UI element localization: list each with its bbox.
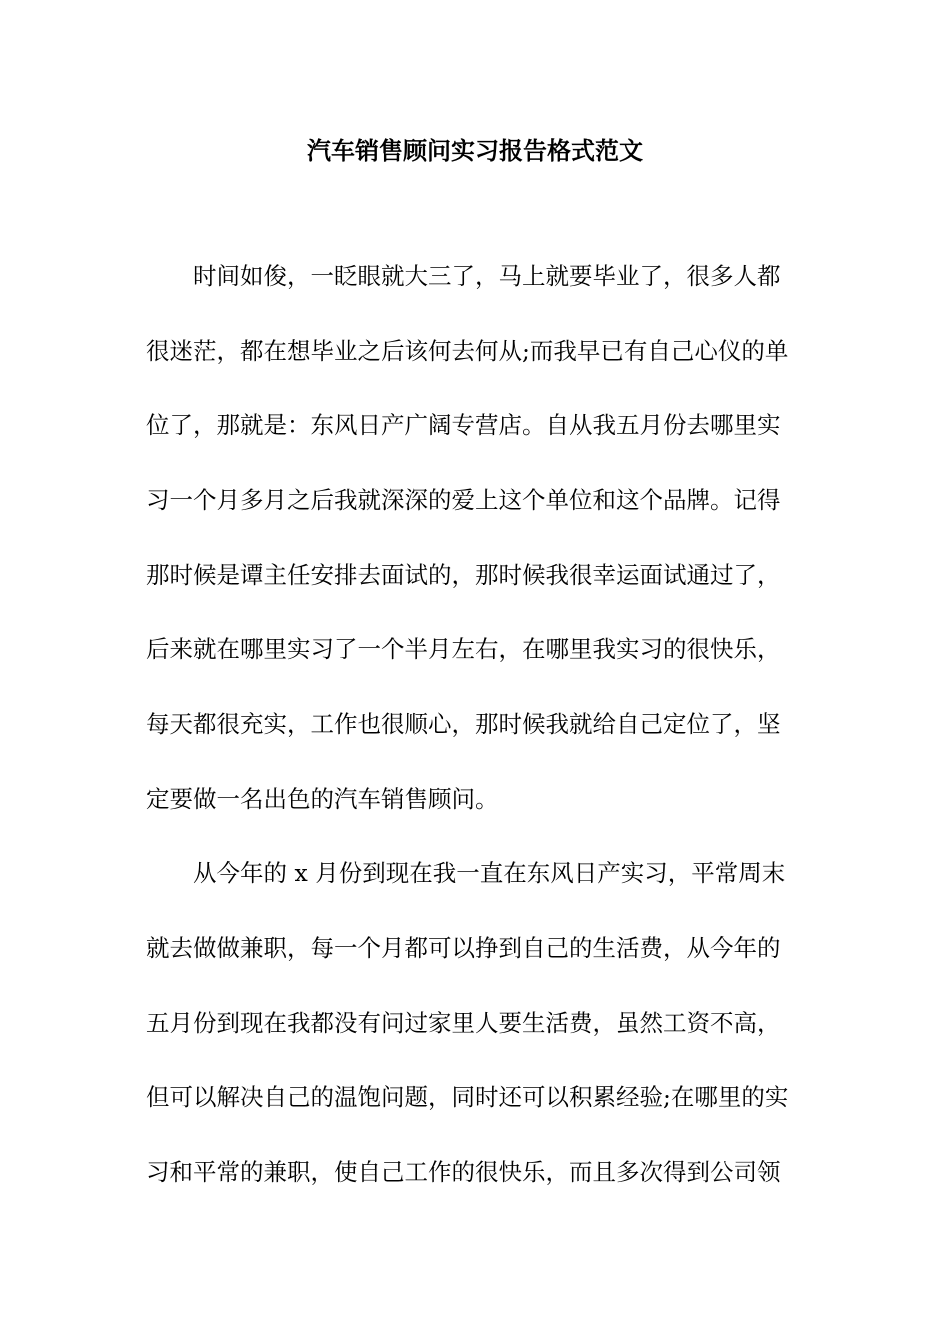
paragraph-1-line-3: 位了，那就是：东风日产广阔专营店。自从我五月份去哪里实	[146, 411, 781, 439]
paragraph-1-line-5: 那时候是谭主任安排去面试的，那时候我很幸运面试通过了，	[146, 561, 781, 589]
paragraph-1-line-2: 很迷茫，都在想毕业之后该何去何从;而我早已有自己心仪的单	[146, 337, 789, 365]
paragraph-2-line-2: 就去做做兼职，每一个月都可以挣到自己的生活费，从今年的	[146, 934, 781, 962]
paragraph-2-line-5: 习和平常的兼职，使自己工作的很快乐，而且多次得到公司领	[146, 1158, 781, 1186]
paragraph-2-line-1: 从今年的 x 月份到现在我一直在东风日产实习，平常周末	[193, 859, 786, 887]
paragraph-1-line-1: 时间如俊，一眨眼就大三了，马上就要毕业了，很多人都	[193, 262, 781, 290]
paragraph-2-line-4: 但可以解决自己的温饱问题，同时还可以积累经验;在哪里的实	[146, 1083, 789, 1111]
paragraph-1-line-8: 定要做一名出色的汽车销售顾问。	[146, 785, 499, 813]
document-title: 汽车销售顾问实习报告格式范文	[307, 136, 643, 165]
paragraph-1-line-6: 后来就在哪里实习了一个半月左右，在哪里我实习的很快乐，	[146, 635, 781, 663]
paragraph-2-line-3: 五月份到现在我都没有问过家里人要生活费，虽然工资不高，	[146, 1009, 781, 1037]
paragraph-1-line-7: 每天都很充实，工作也很顺心，那时候我就给自己定位了，坚	[146, 710, 781, 738]
paragraph-1-line-4: 习一个月多月之后我就深深的爱上这个单位和这个品牌。记得	[146, 486, 781, 514]
